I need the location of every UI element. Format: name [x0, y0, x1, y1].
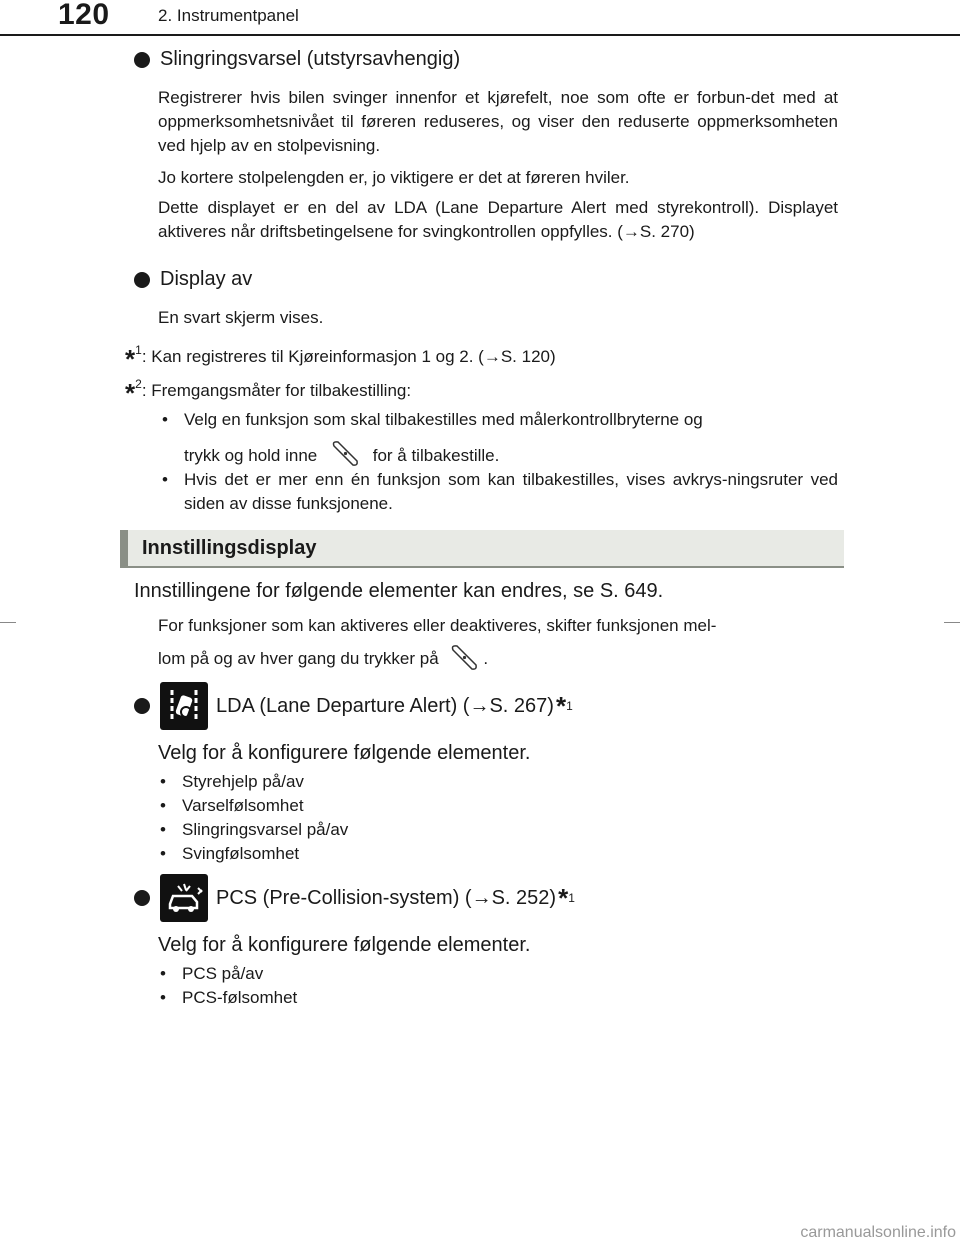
crop-mark-right [944, 622, 960, 623]
reset-step-2-text: Hvis det er mer enn én funksjon som kan tilbakestilles, vises avkrys-ningsruter ved siden av disse funksjonene. [184, 470, 838, 513]
list-item: • PCS-følsomhet [160, 988, 298, 1007]
settings-note-line-1: For funksjoner som kan aktiveres eller deaktiveres, skifter funksjonen mel- [158, 616, 717, 635]
watermark: carmanualsonline.info [800, 1224, 956, 1241]
list-item: • PCS på/av [160, 964, 264, 983]
pcs-heading: PCS (Pre-Collision-system) (→S. 252) * 1 [134, 874, 575, 922]
chapter-title: 2. Instrumentpanel [158, 6, 299, 25]
footnote-2 [125, 372, 838, 408]
slingring-title: Slingringsvarsel (utstyrsavhengig) [160, 48, 461, 70]
footnote-1-text: : Kan registreres til Kjøreinformasjon 1 og 2. (→S. 120) [141, 347, 556, 366]
crop-mark-left [0, 622, 16, 623]
header-rule [0, 34, 960, 36]
pcs-icon [160, 874, 208, 922]
display-off-title: Display av [160, 268, 253, 290]
bullet-dot-icon [134, 272, 150, 288]
footnote-1 [125, 338, 838, 374]
bullet-dot-icon [134, 52, 150, 68]
footnote-2-text: : Fremgangsmåter for tilbakestilling: [141, 381, 412, 400]
slingring-paragraph-2: Jo kortere stolpelengden er, jo viktigere er det at føreren hviler. [158, 168, 630, 187]
footnote-star: * [125, 344, 136, 374]
reset-step-2: • Hvis det er mer enn én funksjon som kan tilbakestilles, vises avkrys-ningsruter ved siden av disse funksjonene. [162, 468, 838, 516]
slingring-paragraph-3: Dette displayet er en del av LDA (Lane Departure Alert med styrekontroll). Displayet aktiveres når driftsbetingelsene for svingkontrollen oppfylles. (→S. 270) [158, 198, 838, 241]
lda-options-list [160, 770, 348, 866]
display-off-paragraph: En svart skjerm vises. [158, 308, 324, 327]
settings-intro: Innstillingene for følgende elementer kan endres, se S. 649. [134, 580, 664, 602]
list-item: • Styrehjelp på/av [160, 772, 304, 791]
footnote-number: 2 [135, 377, 142, 391]
pcs-title: PCS (Pre-Collision-system) (→S. 252) [216, 886, 557, 909]
bullet-dot-icon [134, 890, 150, 906]
slingring-paragraph-1: Registrerer hvis bilen svinger innenfor et kjørefelt, noe som ofte er forbun-det med at oppmerksomhetsnivået til føreren reduseres, og viser den reduserte oppmerksomheten ved hjelp av en stolpevisning. [158, 88, 838, 155]
settings-note-text: lom på og av hver gang du trykker på [158, 648, 439, 668]
reset-step-1: • Velg en funksjon som skal tilbakestilles med målerkontrollbryterne og trykk og hold inne for å tilbakestille. [162, 408, 838, 475]
settings-note-line-2: lom på og av hver gang du trykker på . [158, 642, 488, 677]
bullet-dot-icon [134, 698, 150, 714]
list-item: • Varselfølsomhet [160, 796, 304, 815]
slingring-heading [134, 48, 460, 71]
lda-icon [160, 682, 208, 730]
lda-title: LDA (Lane Departure Alert) (→S. 267) [216, 694, 554, 717]
display-off-heading [134, 268, 252, 291]
footnote-number: 1 [135, 343, 142, 357]
lda-heading: LDA (Lane Departure Alert) (→S. 267) * 1 [134, 682, 573, 730]
reset-step-1-line-1: Velg en funksjon som skal tilbakestilles med målerkontrollbryterne og [184, 410, 703, 429]
lda-subheading: Velg for å konfigurere følgende elementer. [158, 742, 531, 764]
section-heading: Innstillingsdisplay [142, 537, 317, 559]
footnote-star: * [125, 378, 136, 408]
reset-step-1-line-2: trykk og hold inne [184, 445, 318, 465]
select-button-icon [449, 642, 479, 677]
pcs-subheading: Velg for å konfigurere følgende elementer. [158, 934, 531, 956]
section-header-bar [120, 530, 844, 568]
pcs-options-list [160, 962, 297, 1010]
list-item: • Slingringsvarsel på/av [160, 820, 349, 839]
reset-step-1-line-3: for å tilbakestille. [372, 445, 500, 465]
page-number: 120 [58, 0, 110, 31]
list-item: • Svingfølsomhet [160, 844, 300, 863]
